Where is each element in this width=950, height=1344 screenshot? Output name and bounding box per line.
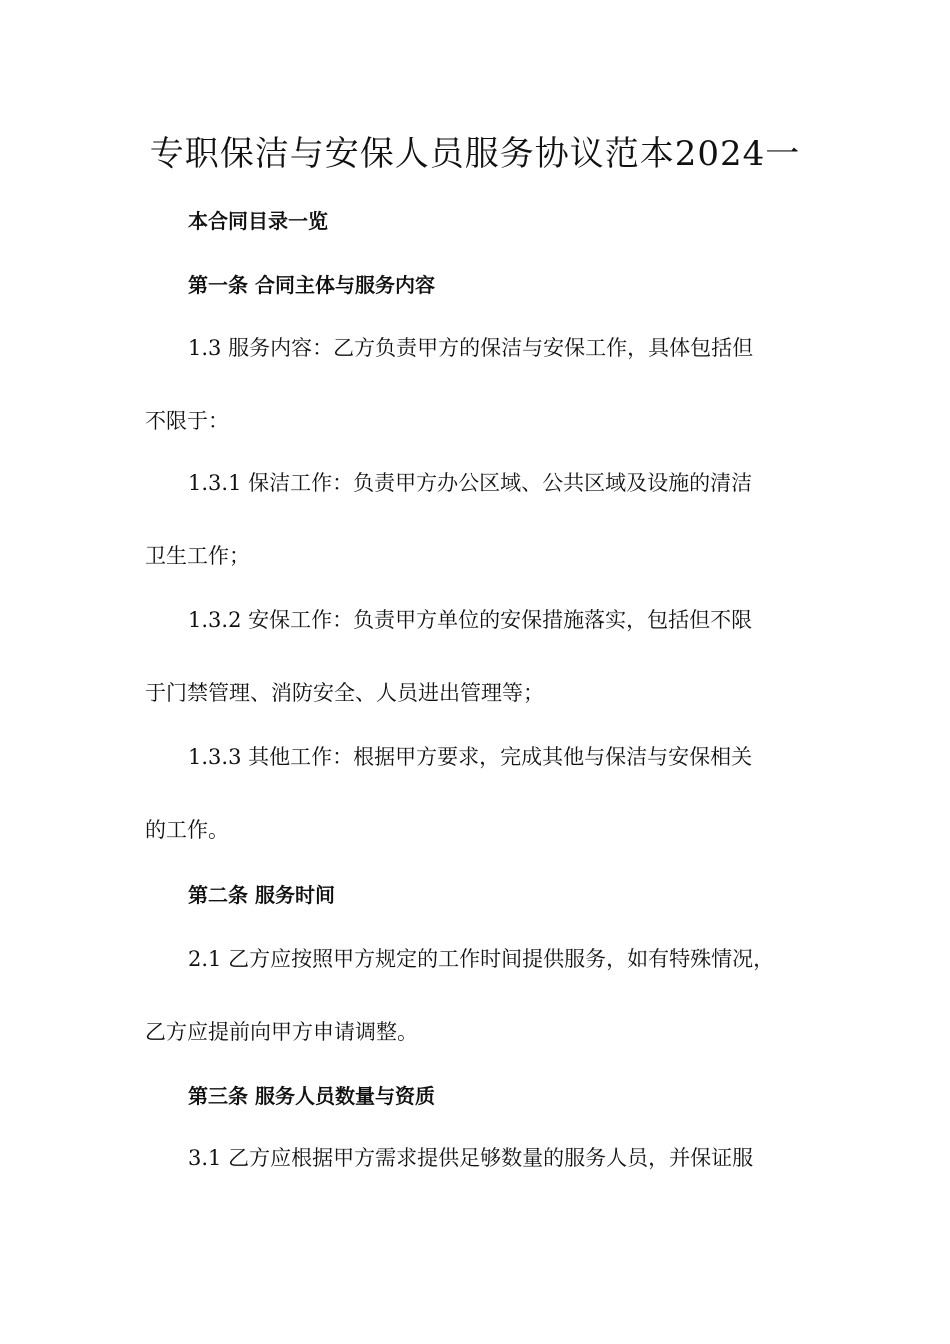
paragraph-line: 不限于： xyxy=(145,409,229,433)
paragraph-line: 2.1 乙方应按照甲方规定的工作时间提供服务，如有特殊情况， xyxy=(188,947,775,971)
paragraph-line: 的工作。 xyxy=(145,818,229,842)
section-heading-1: 第一条 合同主体与服务内容 xyxy=(188,273,435,297)
paragraph-line: 1.3.1 保洁工作：负责甲方办公区域、公共区域及设施的清洁 xyxy=(188,471,753,495)
paragraph-line: 卫生工作； xyxy=(145,544,250,568)
paragraph-line: 3.1 乙方应根据甲方需求提供足够数量的服务人员，并保证服 xyxy=(188,1146,754,1170)
document-title: 专职保洁与安保人员服务协议范本2024一 xyxy=(149,134,801,174)
section-heading-3: 第三条 服务人员数量与资质 xyxy=(188,1084,435,1108)
paragraph-line: 于门禁管理、消防安全、人员进出管理等； xyxy=(145,681,544,705)
section-heading-2: 第二条 服务时间 xyxy=(188,883,335,907)
toc-heading: 本合同目录一览 xyxy=(188,209,328,233)
paragraph-line: 乙方应提前向甲方申请调整。 xyxy=(145,1020,418,1044)
paragraph-line: 1.3.2 安保工作：负责甲方单位的安保措施落实，包括但不限 xyxy=(188,608,753,632)
paragraph-line: 1.3 服务内容：乙方负责甲方的保洁与安保工作，具体包括但 xyxy=(188,336,754,360)
paragraph-line: 1.3.3 其他工作：根据甲方要求，完成其他与保洁与安保相关 xyxy=(188,745,753,769)
